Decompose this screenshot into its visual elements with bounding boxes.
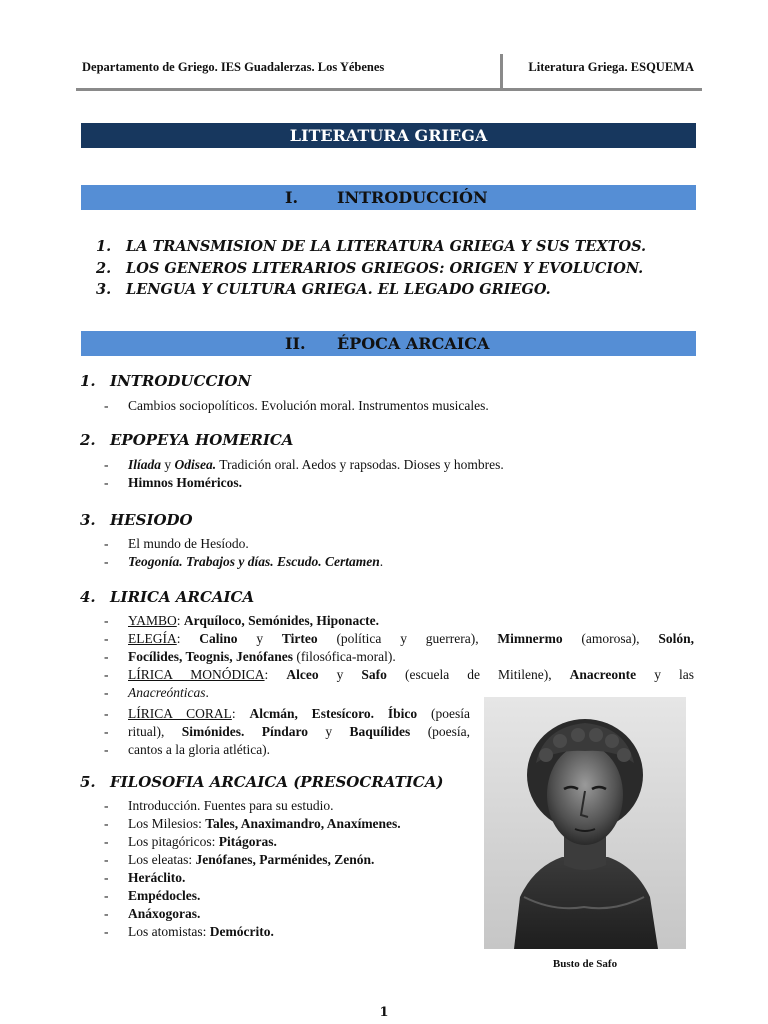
- list-item: - Los pitagóricos: Pitágoras.: [104, 833, 401, 851]
- list-item: - Los Milesios: Tales, Anaximandro, Anaxímenes.: [104, 815, 401, 833]
- list-item: 1. LA TRANSMISION DE LA LITERATURA GRIEGA Y SUS TEXTOS.: [96, 238, 647, 255]
- list-item: - Introducción. Fuentes para su estudio.: [104, 797, 401, 815]
- subsection-heading: 3. HESIODO: [80, 511, 193, 529]
- list-item-continued: - Focílides, Teognis, Jenófanes (filosófica-moral).: [104, 648, 694, 666]
- section-introduccion-bar: [81, 185, 696, 210]
- list-item-continued: - ritual), Simónides. Píndaro y Baquílides (poesía,: [104, 723, 470, 741]
- list-item: - Empédocles.: [104, 887, 401, 905]
- list-item: - LÍRICA MONÓDICA: Alceo y Safo (escuela de Mitilene), Anacreonte y las: [104, 666, 694, 684]
- subsection-items: [104, 612, 694, 702]
- list-item: - Heráclito.: [104, 869, 401, 887]
- list-item: 3. LENGUA Y CULTURA GRIEGA. EL LEGADO GRIEGO.: [96, 281, 551, 298]
- image-caption: Busto de Safo: [552, 958, 618, 970]
- subsection-items: [104, 456, 504, 492]
- subsection-items: [104, 535, 383, 571]
- bust-photo: [484, 697, 686, 949]
- list-item: - YAMBO: Arquíloco, Semónides, Hiponacte.: [104, 612, 694, 630]
- section-number: II.: [285, 334, 306, 353]
- section-epoca-arcaica-bar: [81, 331, 696, 356]
- list-item: 2. LOS GENEROS LITERARIOS GRIEGOS: ORIGEN Y EVOLUCION.: [96, 259, 644, 277]
- list-item: - LÍRICA CORAL: Alcmán, Estesícoro. Íbico (poesía: [104, 705, 470, 723]
- header-doc-title: Literatura Griega. ESQUEMA: [528, 60, 694, 74]
- list-item-continued: - cantos a la gloria atlética).: [104, 741, 470, 759]
- subsection-heading: 2. EPOPEYA HOMERICA: [80, 431, 294, 449]
- header-divider: [500, 54, 503, 88]
- intro-list: [96, 236, 646, 301]
- subsection-heading: 5. FILOSOFIA ARCAICA (PRESOCRATICA): [80, 773, 444, 791]
- bust-photo-icon: [484, 697, 686, 949]
- list-item: - Los atomistas: Demócrito.: [104, 923, 401, 941]
- list-item: - Teogonía. Trabajos y días. Escudo. Certamen.: [104, 553, 383, 571]
- list-item: - El mundo de Hesíodo.: [104, 535, 383, 553]
- page-number: 1: [379, 1005, 389, 1020]
- header-department: Departamento de Griego. IES Guadalerzas. Los Yébenes: [82, 60, 385, 74]
- list-item: - Los eleatas: Jenófanes, Parménides, Zenón.: [104, 851, 401, 869]
- list-item: - ELEGÍA: Calino y Tirteo (política y guerrera), Mimnermo (amorosa), Solón,: [104, 630, 694, 648]
- list-item: - Himnos Homéricos.: [104, 474, 504, 492]
- subsection-heading: 1. INTRODUCCION: [80, 372, 252, 390]
- list-item-continued: - Anacreónticas.: [104, 684, 694, 702]
- list-item: - Cambios sociopolíticos. Evolución moral. Instrumentos musicales.: [104, 397, 489, 415]
- subsection-heading: 4. LIRICA ARCAICA: [80, 588, 255, 606]
- section-title: ÉPOCA ARCAICA: [337, 334, 490, 353]
- subsection-items: [104, 797, 401, 941]
- list-item: - Anáxogoras.: [104, 905, 401, 923]
- page-header: [76, 52, 702, 91]
- subsection-items-coral: [104, 705, 470, 759]
- list-item: - Ilíada y Odisea. Tradición oral. Aedos y rapsodas. Dioses y hombres.: [104, 456, 504, 474]
- subsection-items: [104, 397, 489, 415]
- section-number: I.: [285, 188, 299, 207]
- document-title: LITERATURA GRIEGA: [81, 123, 696, 148]
- section-title: INTRODUCCIÓN: [337, 188, 488, 207]
